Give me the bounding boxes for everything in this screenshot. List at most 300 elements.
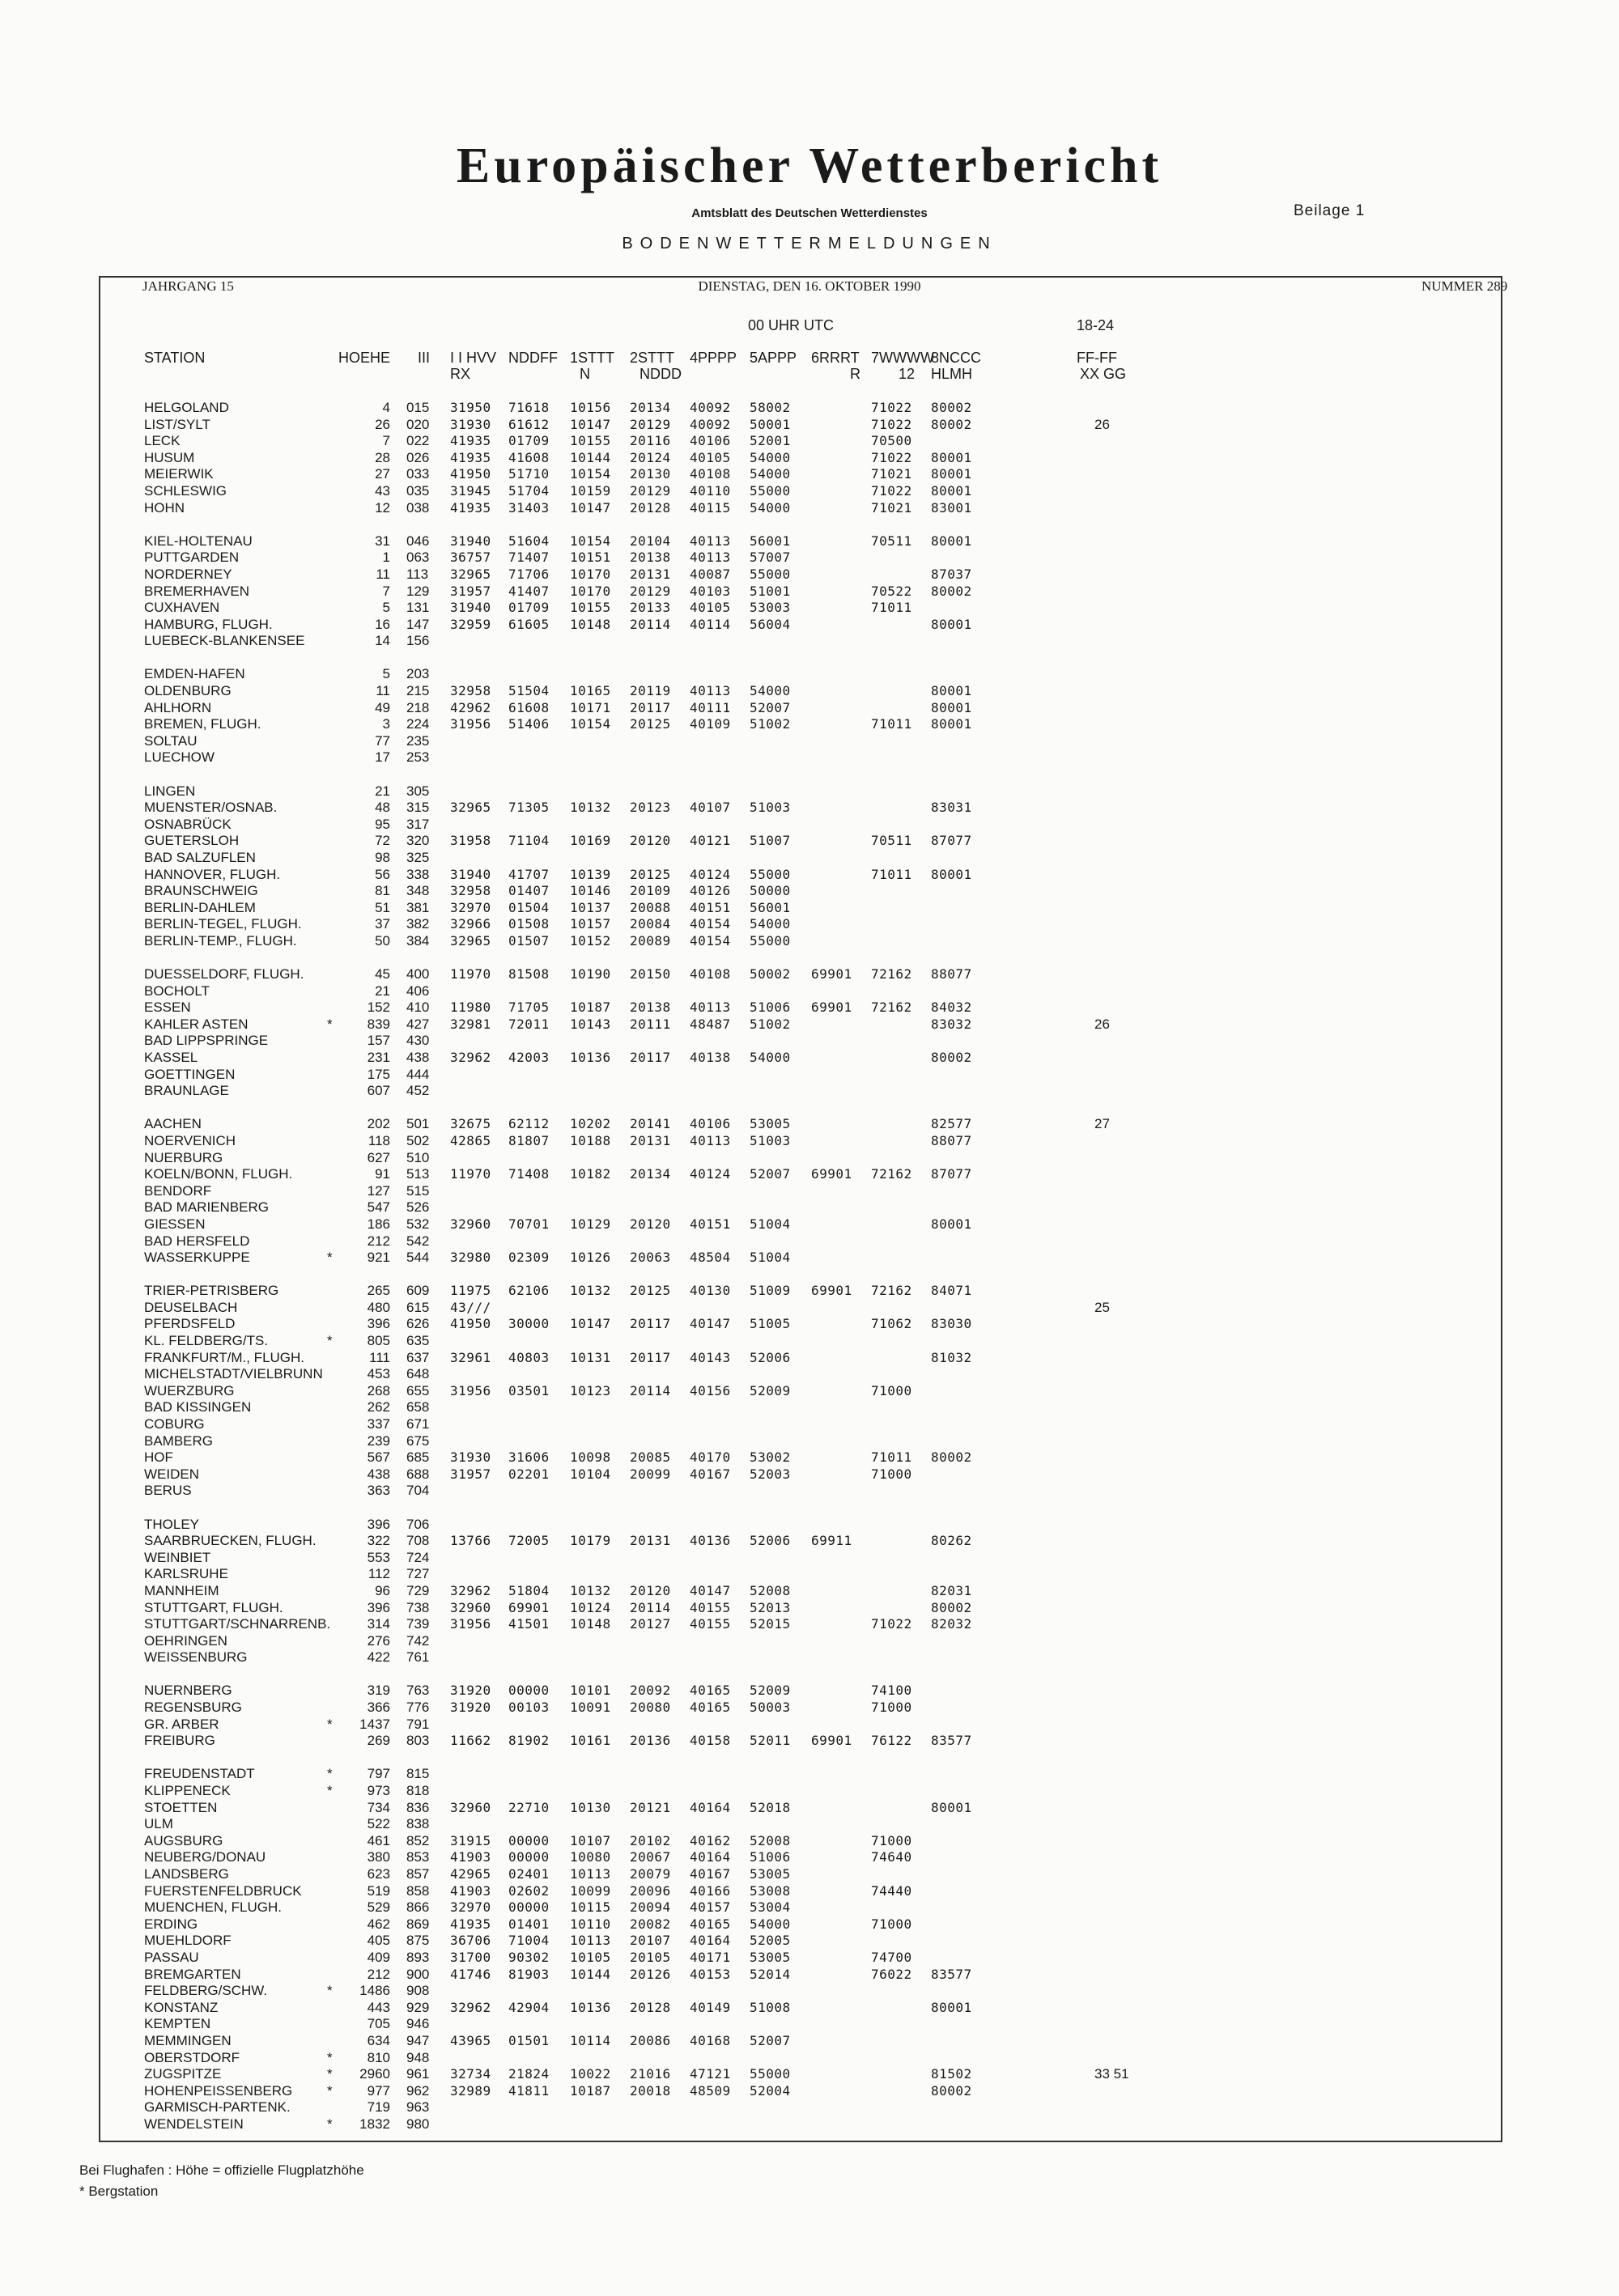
station-height: 5 xyxy=(382,600,390,616)
table-row xyxy=(0,550,1619,566)
table-row xyxy=(0,1800,1619,1816)
obs-group-8: 74640 xyxy=(871,1849,912,1865)
station-height: 269 xyxy=(367,1733,390,1749)
obs-group-3: 10148 xyxy=(570,1616,611,1632)
station-height: 453 xyxy=(367,1366,390,1382)
table-row xyxy=(0,1649,1619,1666)
obs-group-1: 31915 xyxy=(450,1832,491,1848)
header-time-utc: 00 UHR UTC xyxy=(748,317,835,333)
header-hoehe: HOEHE xyxy=(338,350,391,366)
station-id: 317 xyxy=(406,816,430,832)
obs-group-3: 10146 xyxy=(570,883,611,899)
station-id: 866 xyxy=(406,1899,430,1916)
obs-group-1: 32980 xyxy=(450,1250,491,1266)
station-id: 147 xyxy=(406,616,430,632)
header-col-10: FF-FF xyxy=(1077,350,1117,366)
obs-group-4: 20018 xyxy=(630,2082,671,2099)
obs-group-4: 20129 xyxy=(630,416,671,432)
station-name: OLDENBURG xyxy=(144,683,232,698)
table-row xyxy=(0,1433,1619,1449)
station-height: 43 xyxy=(375,483,390,499)
obs-group-5: 40126 xyxy=(690,883,731,899)
station-height: 314 xyxy=(367,1616,390,1632)
obs-group-5: 40092 xyxy=(690,400,731,415)
obs-group-1: 11980 xyxy=(450,999,491,1016)
obs-group-2: 51504 xyxy=(508,683,550,698)
station-height: 719 xyxy=(367,2099,390,2116)
obs-group-2: 02401 xyxy=(508,1865,550,1882)
obs-group-2: 00103 xyxy=(508,1700,550,1715)
obs-group-5: 40114 xyxy=(690,616,731,632)
station-name: KONSTANZ xyxy=(144,1999,219,2015)
obs-group-5: 40107 xyxy=(690,800,731,816)
obs-group-1: 41935 xyxy=(450,499,491,516)
station-height: 623 xyxy=(367,1865,390,1882)
station-id: 113 xyxy=(406,566,429,582)
obs-group-8: 71000 xyxy=(871,1832,912,1848)
table-row xyxy=(0,933,1619,949)
station-height: 1437 xyxy=(359,1716,390,1732)
table-row xyxy=(0,1883,1619,1899)
table-row xyxy=(0,1050,1619,1066)
station-height: 37 xyxy=(375,916,390,932)
obs-group-9: 87077 xyxy=(931,833,972,849)
station-id: 655 xyxy=(406,1382,430,1398)
station-height: 16 xyxy=(375,616,390,632)
mountain-station-marker: * xyxy=(327,1983,333,1999)
obs-group-4: 20120 xyxy=(630,1582,671,1598)
station-name: MEIERWIK xyxy=(144,466,214,482)
obs-group-1: 41746 xyxy=(450,1966,491,1982)
obs-group-1: 31940 xyxy=(450,600,491,616)
station-height: 152 xyxy=(367,999,390,1016)
table-row xyxy=(0,1633,1619,1649)
table-row xyxy=(0,1933,1619,1949)
table-row xyxy=(0,800,1619,816)
header-col-10-sub: XX GG xyxy=(1080,366,1127,382)
obs-group-4: 20094 xyxy=(630,1899,671,1916)
obs-group-3: 10105 xyxy=(570,1949,611,1965)
obs-group-4: 20119 xyxy=(630,683,671,698)
obs-group-5: 40124 xyxy=(690,1166,731,1182)
obs-group-3: 10114 xyxy=(570,2032,611,2048)
obs-group-7: 69901 xyxy=(811,1733,852,1749)
obs-group-4: 20107 xyxy=(630,1933,671,1949)
station-name: ERDING xyxy=(144,1916,198,1932)
obs-group-2: 61612 xyxy=(508,416,550,432)
obs-group-9: 80002 xyxy=(931,1050,972,1065)
table-row xyxy=(0,1416,1619,1432)
obs-group-2: 01401 xyxy=(508,1916,550,1932)
obs-group-5: 40167 xyxy=(690,1466,731,1482)
obs-group-9: 80002 xyxy=(931,1599,972,1615)
station-id: 763 xyxy=(406,1683,430,1699)
station-name: LANDSBERG xyxy=(144,1865,229,1882)
station-name: BERLIN-DAHLEM xyxy=(144,899,256,915)
station-height: 396 xyxy=(367,1316,390,1332)
station-name: EMDEN-HAFEN xyxy=(144,666,245,682)
station-name: BREMGARTEN xyxy=(144,1966,241,1982)
table-row xyxy=(0,617,1619,633)
station-name: FELDBERG/SCHW. xyxy=(144,1983,268,1999)
table-row xyxy=(0,584,1619,600)
station-height: 567 xyxy=(367,1449,390,1466)
station-id: 838 xyxy=(406,1816,430,1832)
obs-group-3: 10143 xyxy=(570,1016,611,1032)
obs-group-6: 52015 xyxy=(750,1616,791,1632)
table-row xyxy=(0,1449,1619,1466)
obs-group-5: 40155 xyxy=(690,1599,731,1615)
obs-group-8: 72162 xyxy=(871,1166,912,1182)
station-id: 688 xyxy=(406,1466,430,1482)
station-height: 4 xyxy=(382,400,390,415)
station-id: 946 xyxy=(406,2016,430,2032)
station-id: 776 xyxy=(406,1700,430,1715)
obs-group-4: 20131 xyxy=(630,1533,671,1549)
station-name: WEIDEN xyxy=(144,1466,199,1482)
header-col-1: I I HVV xyxy=(450,350,497,366)
station-name: MEMMINGEN xyxy=(144,2032,232,2048)
obs-group-4: 20123 xyxy=(630,800,671,816)
table-row xyxy=(0,666,1619,682)
station-height: 627 xyxy=(367,1149,390,1165)
table-row xyxy=(0,1899,1619,1916)
station-id: 305 xyxy=(406,783,430,799)
obs-group-1: 31940 xyxy=(450,866,491,882)
station-name: LUECHOW xyxy=(144,749,215,766)
obs-group-5: 48504 xyxy=(690,1250,731,1266)
obs-group-2: 62106 xyxy=(508,1283,550,1299)
obs-group-5: 40108 xyxy=(690,466,731,482)
obs-group-8: 76122 xyxy=(871,1733,912,1749)
obs-group-2: 01709 xyxy=(508,433,550,449)
table-row xyxy=(0,633,1619,649)
station-height: 1832 xyxy=(359,2116,390,2132)
obs-group-5: 40149 xyxy=(690,1999,731,2015)
station-name: NUERBURG xyxy=(144,1149,223,1165)
station-id: 381 xyxy=(406,899,430,915)
obs-group-1: 31957 xyxy=(450,583,491,599)
station-height: 322 xyxy=(367,1533,390,1549)
station-id: 609 xyxy=(406,1283,430,1299)
obs-group-5: 40156 xyxy=(690,1382,731,1398)
station-id: 761 xyxy=(406,1649,430,1666)
table-row xyxy=(0,1083,1619,1099)
obs-group-3: 10144 xyxy=(570,449,611,465)
station-name: KEMPTEN xyxy=(144,2016,211,2032)
obs-group-9: 82031 xyxy=(931,1582,972,1598)
table-row xyxy=(0,1600,1619,1616)
station-name: BENDORF xyxy=(144,1182,212,1199)
obs-group-6: 55000 xyxy=(750,2066,791,2082)
obs-group-2: 61608 xyxy=(508,699,550,715)
obs-group-5: 48487 xyxy=(690,1016,731,1032)
obs-group-2: 72011 xyxy=(508,1016,550,1032)
station-id: 739 xyxy=(406,1616,430,1632)
obs-group-6: 51009 xyxy=(750,1283,791,1299)
obs-group-8: 71011 xyxy=(871,866,912,882)
station-height: 262 xyxy=(367,1399,390,1415)
station-id: 515 xyxy=(406,1182,430,1199)
station-id: 857 xyxy=(406,1865,430,1882)
table-row xyxy=(0,749,1619,766)
station-name: BREMERHAVEN xyxy=(144,583,250,599)
obs-group-1: 31920 xyxy=(450,1700,491,1715)
obs-group-9: 80262 xyxy=(931,1533,972,1549)
obs-group-4: 20117 xyxy=(630,1316,671,1332)
station-name: WEINBIET xyxy=(144,1549,211,1565)
station-id: 727 xyxy=(406,1566,430,1582)
obs-group-8: 71000 xyxy=(871,1382,912,1398)
obs-group-5: 40167 xyxy=(690,1865,731,1882)
obs-group-8: 71000 xyxy=(871,1466,912,1482)
obs-group-3: 10131 xyxy=(570,1349,611,1365)
station-height: 396 xyxy=(367,1516,390,1532)
station-name: MUENCHEN, FLUGH. xyxy=(144,1899,283,1916)
station-height: 118 xyxy=(368,1132,390,1148)
table-row xyxy=(0,1700,1619,1716)
header-col-8-sub: 12 xyxy=(899,366,916,382)
station-height: 91 xyxy=(375,1166,390,1182)
obs-group-5: 40130 xyxy=(690,1283,731,1299)
obs-group-1: 32960 xyxy=(450,1216,491,1232)
obs-group-2: 71407 xyxy=(508,550,550,566)
obs-group-4: 20084 xyxy=(630,916,671,932)
obs-group-9: 83577 xyxy=(931,1966,972,1982)
obs-group-6: 52013 xyxy=(750,1599,791,1615)
station-height: 231 xyxy=(367,1050,390,1065)
station-name: LECK xyxy=(144,433,181,449)
station-name: BAD KISSINGEN xyxy=(144,1399,252,1415)
station-name: BRAUNSCHWEIG xyxy=(144,883,258,899)
obs-group-4: 20126 xyxy=(630,1966,671,1982)
station-name: KARLSRUHE xyxy=(144,1566,228,1582)
obs-group-1: 32961 xyxy=(450,1349,491,1365)
obs-group-2: 41501 xyxy=(508,1616,550,1632)
obs-group-4: 20131 xyxy=(630,1132,671,1148)
obs-group-9: 88077 xyxy=(931,966,972,982)
obs-group-3: 10147 xyxy=(570,1316,611,1332)
obs-group-2: 71104 xyxy=(508,833,550,849)
table-row xyxy=(0,1016,1619,1033)
table-row xyxy=(0,2099,1619,2116)
obs-group-1: 32960 xyxy=(450,1599,491,1615)
obs-group-3: 10169 xyxy=(570,833,611,849)
table-row xyxy=(0,1583,1619,1599)
table-row xyxy=(0,567,1619,583)
station-name: GARMISCH-PARTENK. xyxy=(144,2099,291,2116)
station-name: MANNHEIM xyxy=(144,1582,219,1598)
obs-group-5: 40166 xyxy=(690,1882,731,1899)
station-name: BERLIN-TEMP., FLUGH. xyxy=(144,932,297,949)
station-height: 21 xyxy=(375,982,390,999)
obs-group-6: 50003 xyxy=(750,1700,791,1715)
obs-group-3: 10022 xyxy=(570,2066,611,2082)
table-row xyxy=(0,533,1619,550)
obs-group-5: 40170 xyxy=(690,1449,731,1466)
obs-group-4: 20114 xyxy=(630,616,671,632)
table-row xyxy=(0,999,1619,1016)
station-id: 815 xyxy=(406,1766,430,1782)
obs-group-1: 41935 xyxy=(450,449,491,465)
obs-group-6: 53008 xyxy=(750,1882,791,1899)
station-height: 112 xyxy=(368,1566,390,1582)
station-height: 21 xyxy=(375,783,390,799)
obs-group-1: 43/// xyxy=(450,1299,491,1315)
obs-group-5: 40168 xyxy=(690,2032,731,2048)
station-id: 818 xyxy=(406,1782,430,1798)
obs-group-5: 40113 xyxy=(690,683,731,698)
obs-group-3: 10124 xyxy=(570,1599,611,1615)
station-height: 480 xyxy=(367,1299,390,1315)
obs-group-8: 71021 xyxy=(871,466,912,482)
obs-group-3: 10155 xyxy=(570,600,611,616)
station-height: 12 xyxy=(375,499,390,516)
obs-group-5: 40157 xyxy=(690,1899,731,1916)
obs-group-4: 20133 xyxy=(630,600,671,616)
obs-group-6: 54000 xyxy=(750,1050,791,1065)
table-row xyxy=(0,1183,1619,1199)
station-height: 921 xyxy=(367,1250,390,1266)
table-row xyxy=(0,1683,1619,1699)
table-row xyxy=(0,1866,1619,1882)
mountain-station-marker: * xyxy=(327,1716,333,1732)
table-row xyxy=(0,2083,1619,2099)
table-row xyxy=(0,966,1619,982)
station-height: 805 xyxy=(367,1333,390,1348)
station-height: 11 xyxy=(376,566,390,582)
wind-gust: 33 51 xyxy=(1094,2066,1129,2082)
station-id: 542 xyxy=(406,1233,430,1249)
station-id: 962 xyxy=(406,2082,430,2099)
station-height: 111 xyxy=(369,1349,390,1365)
obs-group-6: 52007 xyxy=(750,2032,791,2048)
header-col-7-sub: R xyxy=(850,366,860,382)
station-id: 532 xyxy=(406,1216,430,1232)
station-name: PUTTGARDEN xyxy=(144,550,240,566)
table-row xyxy=(0,1766,1619,1782)
obs-group-5: 48509 xyxy=(690,2082,731,2099)
obs-group-5: 40105 xyxy=(690,449,731,465)
mountain-station-marker: * xyxy=(327,2116,333,2132)
station-height: 553 xyxy=(367,1549,390,1565)
obs-group-2: 71706 xyxy=(508,566,550,582)
obs-group-8: 74440 xyxy=(871,1882,912,1899)
obs-group-1: 32966 xyxy=(450,916,491,932)
station-height: 547 xyxy=(367,1199,390,1216)
supplement-label: Beilage 1 xyxy=(1294,202,1366,219)
station-height: 96 xyxy=(375,1582,390,1598)
header-col-3: 1STTT xyxy=(570,350,615,366)
obs-group-1: 41935 xyxy=(450,1916,491,1932)
obs-group-8: 71011 xyxy=(871,1449,912,1466)
station-id: 348 xyxy=(406,883,430,899)
obs-group-6: 52005 xyxy=(750,1933,791,1949)
mountain-station-marker: * xyxy=(327,2049,333,2065)
obs-group-2: 00000 xyxy=(508,1832,550,1848)
obs-group-6: 51005 xyxy=(750,1316,791,1332)
station-id: 315 xyxy=(406,800,430,816)
obs-group-4: 20067 xyxy=(630,1849,671,1865)
station-name: AUGSBURG xyxy=(144,1832,223,1848)
obs-group-2: 81807 xyxy=(508,1132,550,1148)
station-height: 276 xyxy=(367,1632,390,1649)
obs-group-2: 90302 xyxy=(508,1949,550,1965)
obs-group-5: 40164 xyxy=(690,1799,731,1815)
obs-group-3: 10147 xyxy=(570,499,611,516)
header-col-1-sub: RX xyxy=(450,366,471,382)
obs-group-6: 55000 xyxy=(750,566,791,582)
station-name: HAMBURG, FLUGH. xyxy=(144,616,273,632)
station-name: GOETTINGEN xyxy=(144,1066,236,1082)
obs-group-4: 20129 xyxy=(630,583,671,599)
footnote-airport: Bei Flughafen : Höhe = offizielle Flugplatzhöhe xyxy=(79,2162,364,2178)
station-id: 961 xyxy=(406,2066,430,2082)
station-id: 015 xyxy=(406,400,430,415)
obs-group-4: 20089 xyxy=(630,932,671,949)
station-height: 5 xyxy=(382,666,390,682)
obs-group-5: 40158 xyxy=(690,1733,731,1749)
obs-group-6: 51004 xyxy=(750,1250,791,1266)
obs-group-2: 30000 xyxy=(508,1316,550,1332)
station-name: AHLHORN xyxy=(144,699,212,715)
obs-group-6: 54000 xyxy=(750,466,791,482)
obs-group-4: 20130 xyxy=(630,466,671,482)
station-name: WUERZBURG xyxy=(144,1382,235,1398)
station-id: 704 xyxy=(406,1483,430,1499)
obs-group-1: 31920 xyxy=(450,1683,491,1699)
obs-group-1: 43965 xyxy=(450,2032,491,2048)
station-id: 708 xyxy=(406,1533,430,1549)
obs-group-3: 10179 xyxy=(570,1533,611,1549)
obs-group-5: 40103 xyxy=(690,583,731,599)
wind-gust: 27 xyxy=(1094,1116,1110,1132)
obs-group-1: 32958 xyxy=(450,883,491,899)
table-row xyxy=(0,466,1619,482)
table-row xyxy=(0,1133,1619,1149)
obs-group-1: 32734 xyxy=(450,2066,491,2082)
station-height: 77 xyxy=(375,732,390,749)
obs-group-1: 32959 xyxy=(450,616,491,632)
station-height: 734 xyxy=(367,1799,390,1815)
obs-group-6: 51002 xyxy=(750,1016,791,1032)
obs-group-5: 40106 xyxy=(690,1116,731,1132)
station-name: COBURG xyxy=(144,1416,205,1432)
station-height: 7 xyxy=(382,583,390,599)
station-id: 215 xyxy=(406,683,430,698)
obs-group-9: 80001 xyxy=(931,1999,972,2015)
obs-group-6: 57007 xyxy=(750,550,791,566)
obs-group-9: 88077 xyxy=(931,1132,972,1148)
table-row xyxy=(0,1816,1619,1832)
obs-group-5: 40171 xyxy=(690,1949,731,1965)
obs-group-1: 41950 xyxy=(450,1316,491,1332)
station-name: LIST/SYLT xyxy=(144,416,210,432)
table-row xyxy=(0,2000,1619,2016)
obs-group-4: 20124 xyxy=(630,449,671,465)
station-id: 235 xyxy=(406,732,430,749)
station-name: BAMBERG xyxy=(144,1432,214,1449)
station-id: 853 xyxy=(406,1849,430,1865)
station-name: BREMEN, FLUGH. xyxy=(144,716,261,732)
obs-group-8: 72162 xyxy=(871,999,912,1016)
table-row xyxy=(0,600,1619,616)
station-height: 366 xyxy=(367,1700,390,1715)
station-id: 203 xyxy=(406,666,430,682)
table-row xyxy=(0,683,1619,699)
obs-group-8: 71062 xyxy=(871,1316,912,1332)
obs-group-8: 71022 xyxy=(871,400,912,415)
